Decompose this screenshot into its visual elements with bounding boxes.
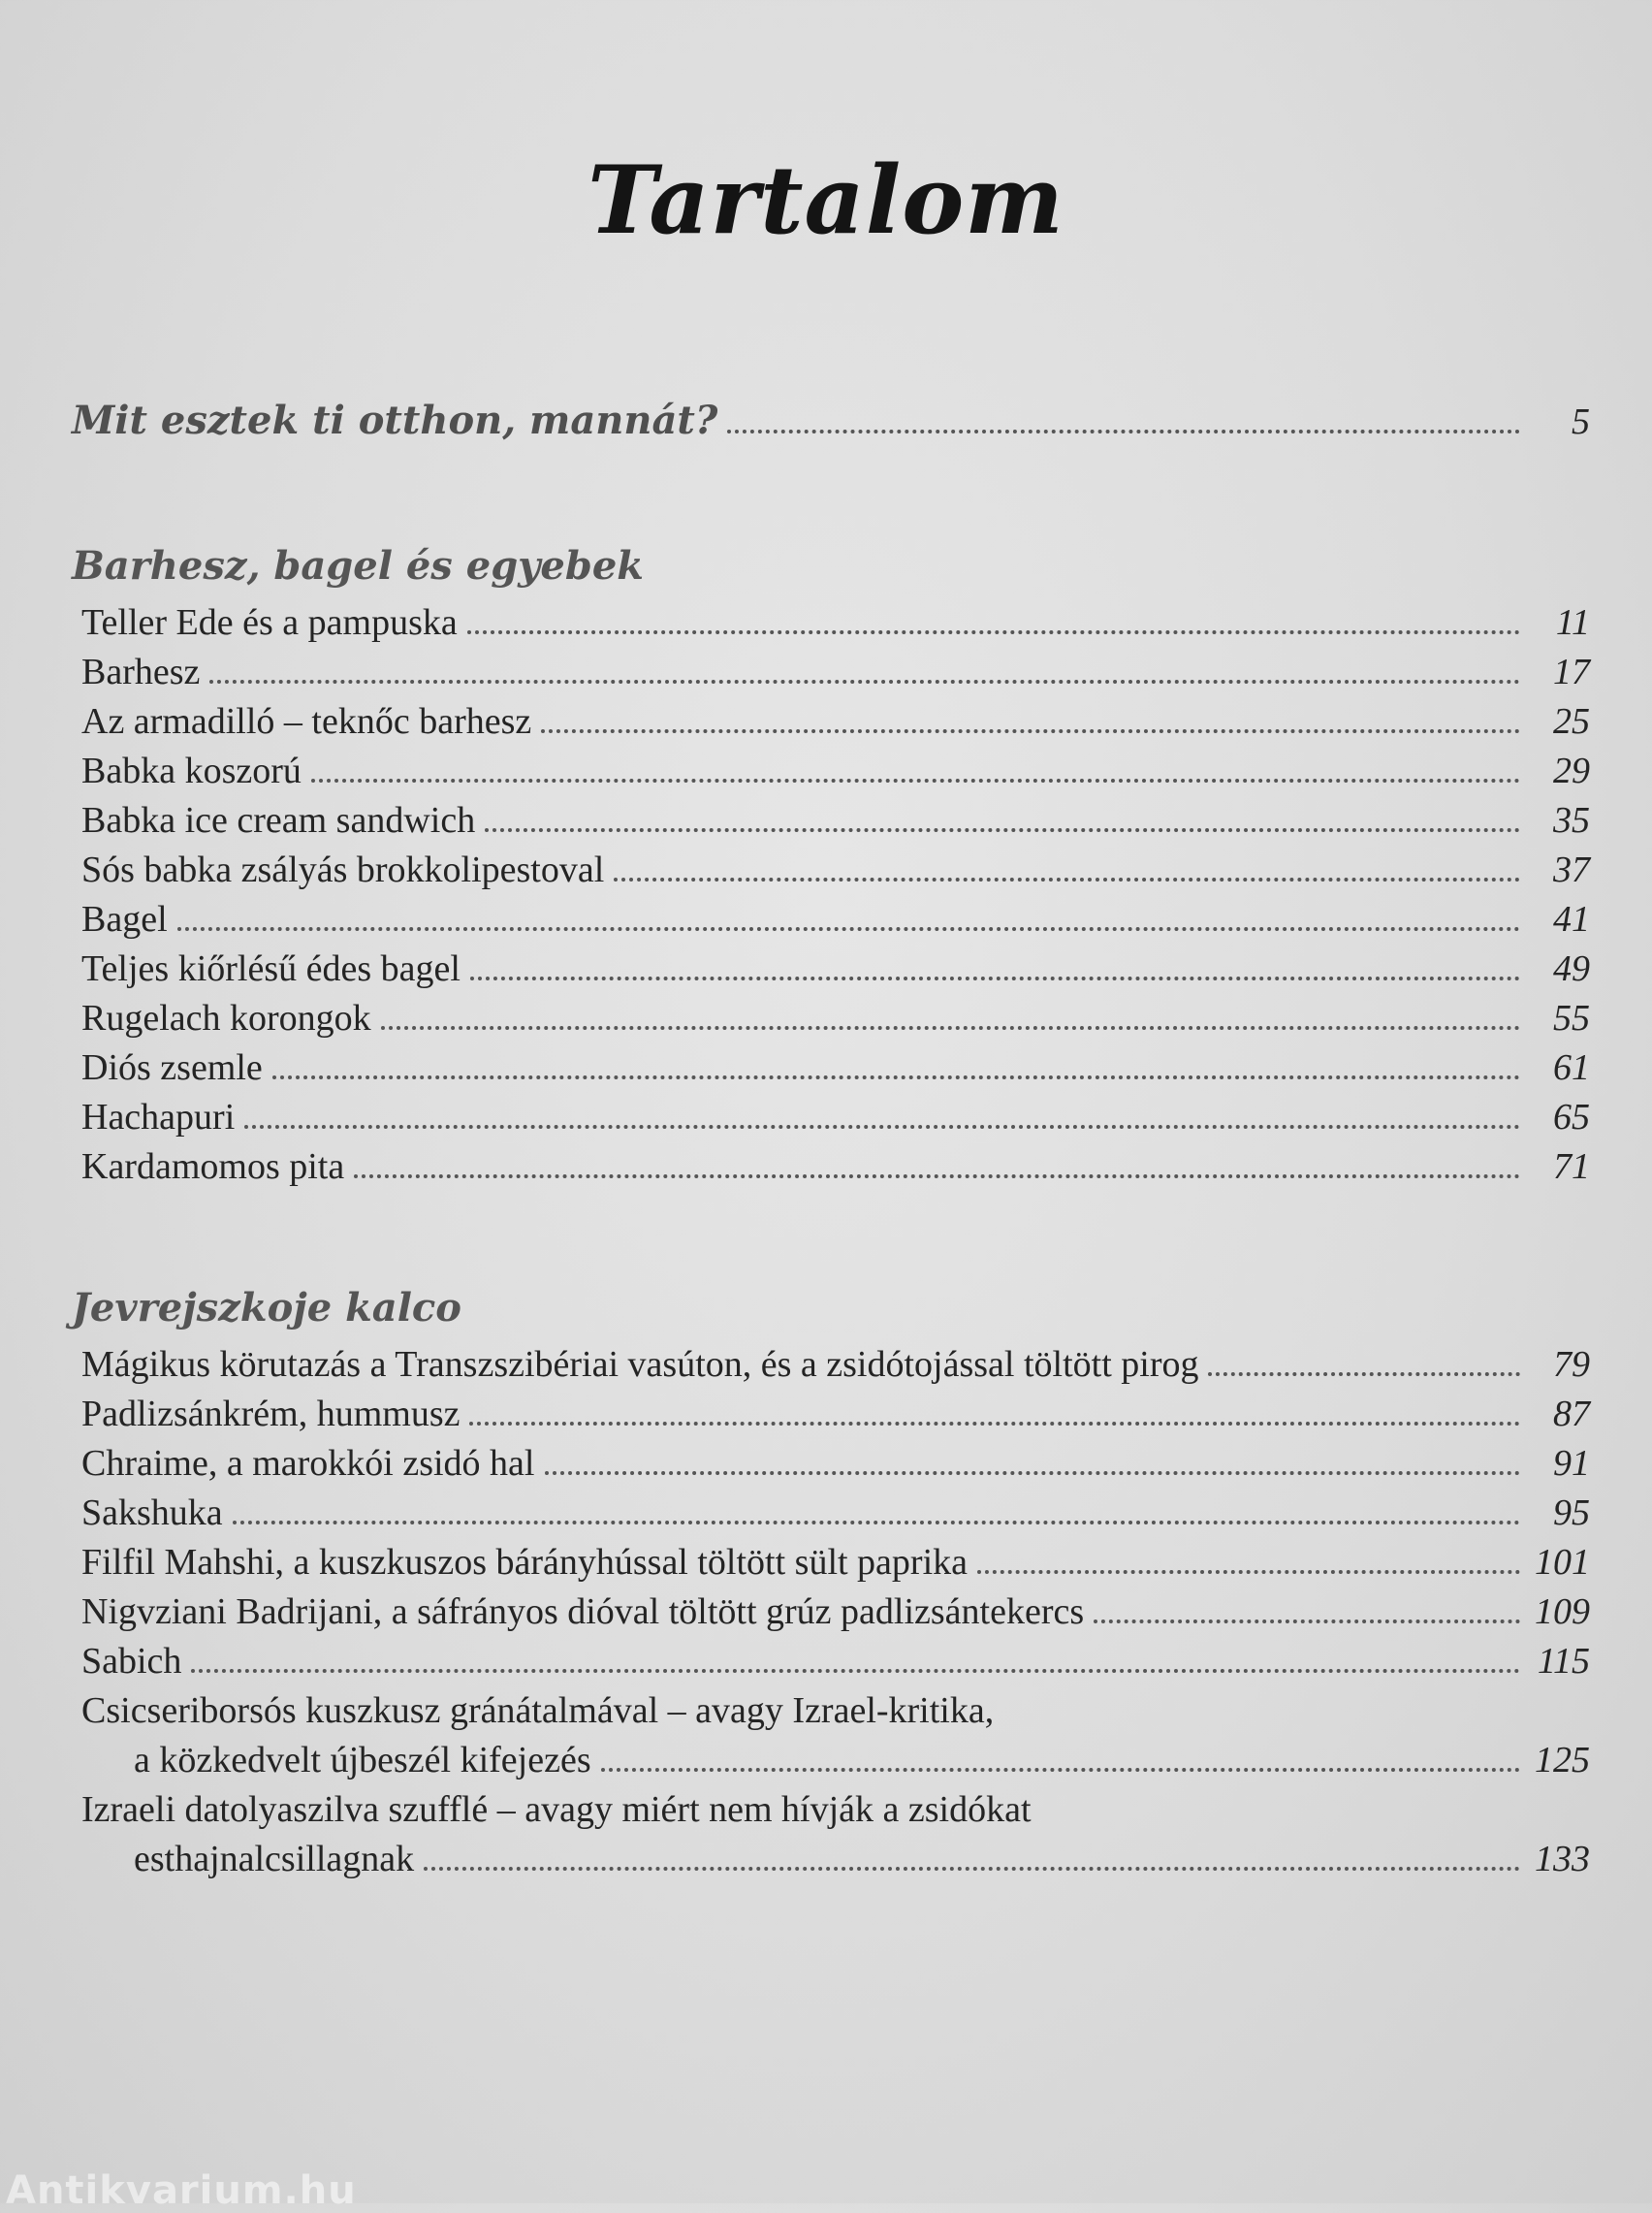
leader-dots [233, 1521, 1520, 1524]
leader-dots [381, 1026, 1520, 1030]
leader-dots [424, 1867, 1520, 1871]
toc-page-number: 87 [1553, 1394, 1590, 1434]
leader-dots [272, 1075, 1520, 1079]
toc-entry [81, 1640, 1590, 1683]
toc-entry-label: Mit esztek ti otthon, mannát? [72, 398, 718, 443]
toc-page-number: 11 [1555, 602, 1590, 643]
toc-entry-label-line2: a közkedvelt újbeszél kifejezés [134, 1740, 591, 1780]
toc-entry [81, 1145, 1590, 1188]
toc-page-number: 35 [1553, 800, 1590, 841]
leader-dots [467, 630, 1520, 634]
leader-dots [470, 977, 1520, 980]
toc-page-number: 41 [1553, 899, 1590, 940]
section-heading: Barhesz, bagel és egyebek [72, 543, 644, 589]
page-title: Tartalom [588, 145, 1064, 255]
leader-dots [177, 927, 1520, 931]
toc-entry [81, 1491, 1590, 1534]
toc-entry-label: Padlizsánkrém, hummusz [81, 1394, 461, 1434]
leader-dots [977, 1570, 1520, 1574]
toc-page-number: 65 [1553, 1097, 1590, 1138]
toc-entry-label: Mágikus körutazás a Transzszibériai vasúton, és a zsidótojással töltött pirog [81, 1344, 1199, 1385]
toc-entry-label: Filfil Mahshi, a kuszkuszos bárányhússal töltött sült paprika [81, 1542, 969, 1583]
toc-entry-label: Sabich [81, 1641, 182, 1682]
toc-entry-label-line1: Csicseriborsós kuszkusz gránátalmával – avagy Izrael-kritika, [81, 1690, 995, 1731]
toc-entry-label: Bagel [81, 899, 168, 940]
toc-page-number: 125 [1535, 1740, 1590, 1780]
toc-entry-label: Teljes kiőrlésű édes bagel [81, 948, 461, 989]
toc-entry [81, 1046, 1590, 1089]
leader-dots [1094, 1620, 1520, 1623]
toc-entry [81, 1590, 1590, 1633]
toc-entry-label: Babka ice cream sandwich [81, 800, 476, 841]
toc-page-number: 109 [1535, 1591, 1590, 1632]
leader-dots [209, 680, 1520, 684]
toc-page-number: 25 [1553, 701, 1590, 742]
toc-entry-label: Diós zsemle [81, 1047, 263, 1088]
toc-page-number: 29 [1553, 751, 1590, 791]
leader-dots [601, 1768, 1520, 1772]
toc-entry-label: Nigvziani Badrijani, a sáfrányos dióval töltött grúz padlizsántekercs [81, 1591, 1085, 1632]
toc-page-number: 133 [1535, 1839, 1590, 1879]
leader-dots [485, 828, 1520, 832]
toc-page-number: 49 [1553, 948, 1590, 989]
leader-dots [191, 1669, 1520, 1673]
toc-entry-label: Sakshuka [81, 1492, 223, 1533]
toc-page-number: 95 [1553, 1492, 1590, 1533]
toc-page-number: 115 [1537, 1641, 1590, 1682]
toc-entry [134, 1739, 1590, 1781]
leader-dots [469, 1422, 1520, 1426]
toc-page-number: 101 [1535, 1542, 1590, 1583]
leader-dots [311, 779, 1520, 783]
toc-entry [81, 849, 1590, 891]
toc-entry-label-line2: esthajnalcsillagnak [134, 1839, 415, 1879]
toc-entry [81, 1096, 1590, 1139]
toc-entry [81, 1442, 1590, 1485]
toc-entry [81, 1343, 1590, 1386]
toc-entry [81, 799, 1590, 842]
toc-entry [81, 898, 1590, 941]
toc-entry [81, 601, 1590, 644]
toc-entry-label: Barhesz [81, 652, 201, 692]
toc-entry-label: Babka koszorú [81, 751, 302, 791]
toc-entry-label: Teller Ede és a pampuska [81, 602, 458, 643]
toc-page-number: 5 [1572, 401, 1590, 442]
watermark: Antikvarium.hu [6, 2168, 357, 2213]
leader-dots [614, 878, 1520, 882]
toc-entry-label: Chraime, a marokkói zsidó hal [81, 1443, 535, 1484]
toc-page-number: 61 [1553, 1047, 1590, 1088]
leader-dots [1208, 1372, 1520, 1376]
toc-entry [134, 1838, 1590, 1880]
toc-entry-label: Sós babka zsályás brokkolipestoval [81, 850, 605, 890]
leader-dots [354, 1174, 1520, 1178]
toc-entry-intro [72, 398, 1590, 443]
toc-page-number: 71 [1553, 1146, 1590, 1187]
toc-entry [81, 1393, 1590, 1435]
toc-entry [81, 700, 1590, 743]
leader-dots [541, 729, 1520, 733]
toc-page-number: 37 [1553, 850, 1590, 890]
toc-entry-label: Rugelach korongok [81, 998, 371, 1039]
toc-page-number: 79 [1553, 1344, 1590, 1385]
toc-entry-label-line1: Izraeli datolyaszilva szufflé – avagy miért nem hívják a zsidókat [81, 1789, 1032, 1830]
toc-entry [81, 997, 1590, 1040]
toc-entry [81, 750, 1590, 792]
toc-page-number: 17 [1553, 652, 1590, 692]
toc-entry-label: Az armadilló – teknőc barhesz [81, 701, 532, 742]
leader-dots [545, 1471, 1521, 1475]
toc-page-number: 91 [1553, 1443, 1590, 1484]
toc-entry [81, 1541, 1590, 1584]
toc-entry-label: Kardamomos pita [81, 1146, 345, 1187]
toc-page-number: 55 [1553, 998, 1590, 1039]
toc-entry [81, 651, 1590, 693]
leader-dots [727, 430, 1520, 433]
section-heading: Jevrejszkoje kalco [72, 1285, 461, 1331]
toc-entry [81, 947, 1590, 990]
toc-entry-label: Hachapuri [81, 1097, 236, 1138]
leader-dots [244, 1125, 1520, 1129]
